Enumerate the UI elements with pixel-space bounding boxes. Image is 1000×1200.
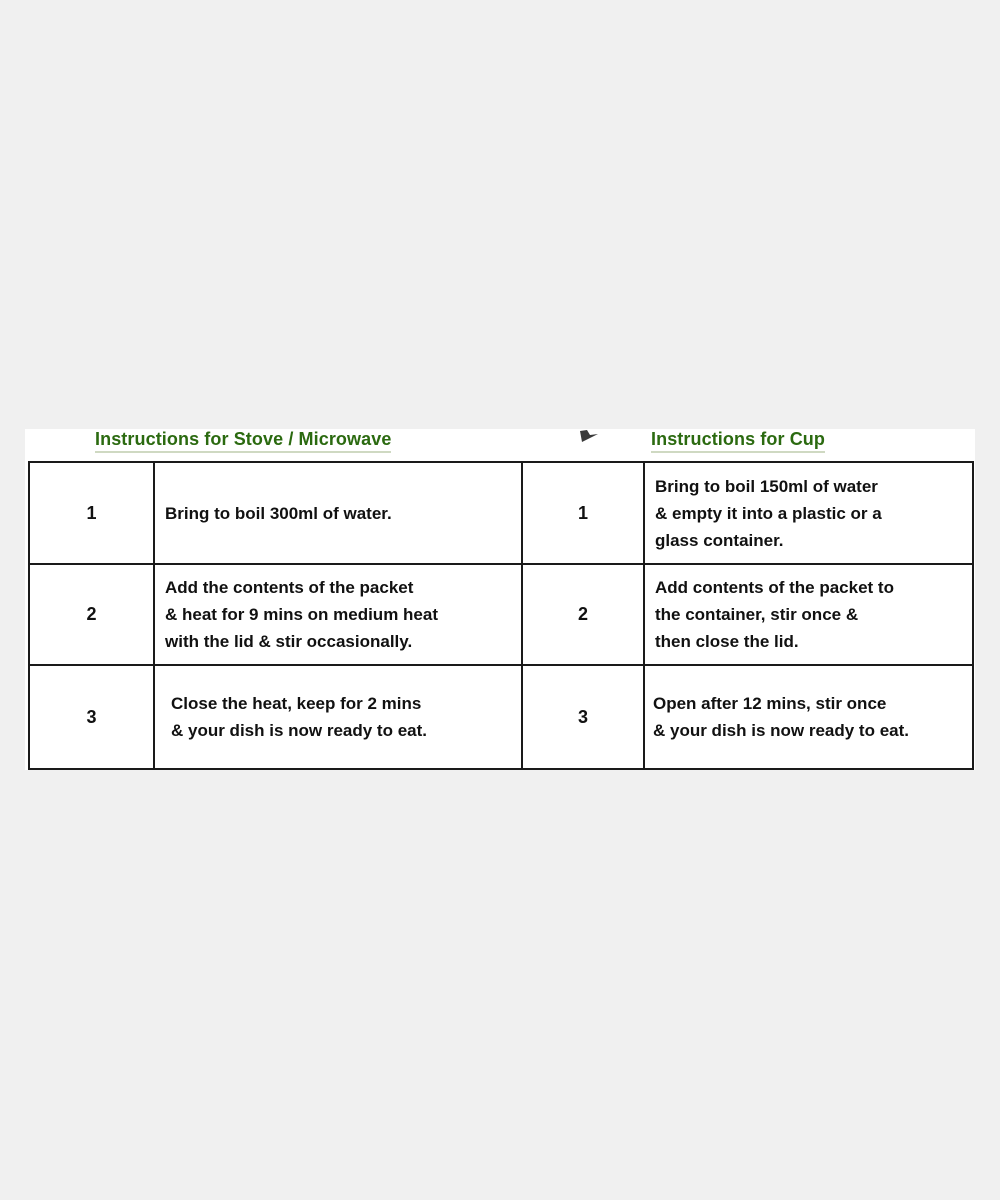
cup-step-number: 1 xyxy=(522,462,644,564)
step-line: & your dish is now ready to eat. xyxy=(653,721,909,740)
table-row xyxy=(29,665,973,769)
stove-step-number: 2 xyxy=(29,564,154,665)
step-line: Bring to boil 300ml of water. xyxy=(165,503,392,523)
step-line: & heat for 9 mins on medium heat xyxy=(165,605,438,624)
stove-step-text xyxy=(154,665,522,769)
cup-step-number: 3 xyxy=(522,665,644,769)
step-line: Add contents of the packet to xyxy=(655,578,894,597)
step-line: the container, stir once & xyxy=(655,605,859,624)
step-line: & your dish is now ready to eat. xyxy=(171,721,427,740)
stove-step-text xyxy=(154,462,522,564)
step-line: Open after 12 mins, stir once xyxy=(653,694,887,713)
stove-step-text xyxy=(154,564,522,665)
table-row xyxy=(29,462,973,564)
step-line: & empty it into a plastic or a xyxy=(655,503,882,523)
cup-instructions-heading: Instructions for Cup xyxy=(651,429,825,453)
step-line: with the lid & stir occasionally. xyxy=(165,632,413,651)
step-line: then close the lid. xyxy=(655,632,799,651)
step-line: Add the contents of the packet xyxy=(165,578,414,597)
step-line: glass container. xyxy=(655,530,784,550)
stove-instructions-heading: Instructions for Stove / Microwave xyxy=(95,429,391,453)
table-row xyxy=(29,564,973,665)
arrow-icon xyxy=(578,429,600,443)
instructions-card xyxy=(25,429,975,770)
step-line: Bring to boil 150ml of water xyxy=(655,476,878,496)
cup-step-number: 2 xyxy=(522,564,644,665)
cup-step-text xyxy=(644,564,973,665)
cup-step-text xyxy=(644,462,973,564)
stove-step-number: 3 xyxy=(29,665,154,769)
cup-step-text xyxy=(644,665,973,769)
step-line: Close the heat, keep for 2 mins xyxy=(171,694,422,713)
instructions-table xyxy=(28,461,974,770)
stove-step-number: 1 xyxy=(29,462,154,564)
